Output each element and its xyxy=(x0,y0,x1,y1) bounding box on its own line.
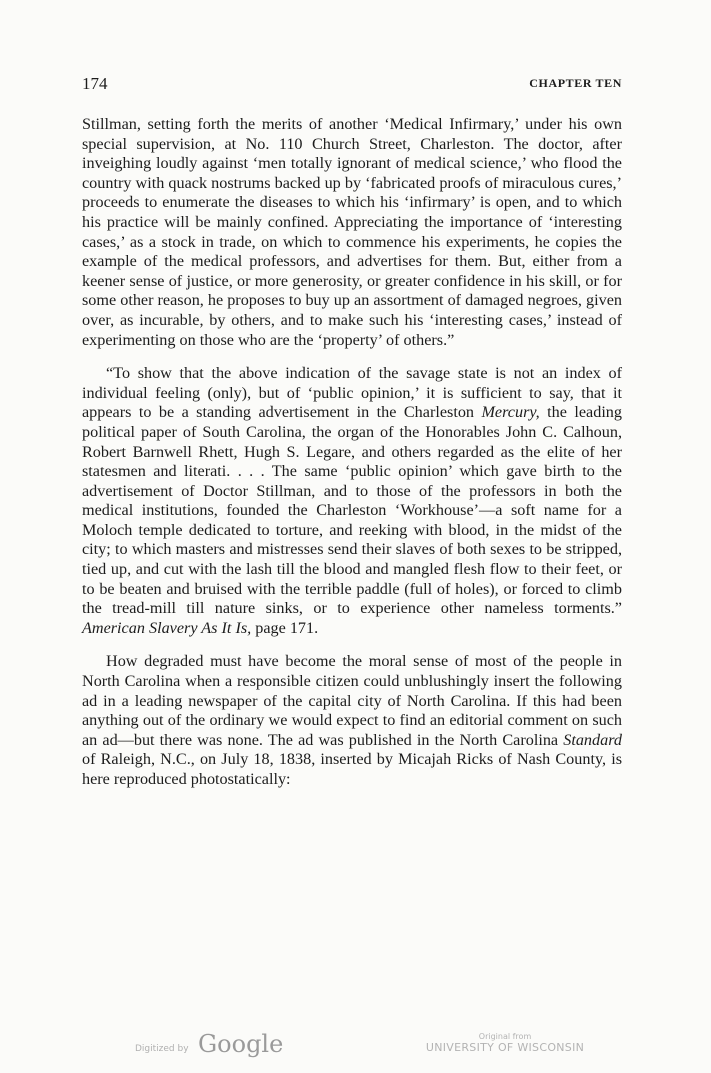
source-attribution xyxy=(420,1032,590,1054)
chapter-title: CHAPTER TEN xyxy=(529,76,622,90)
body-text xyxy=(82,115,622,804)
page-footer xyxy=(0,1030,711,1070)
paragraph xyxy=(82,364,622,638)
google-logo: Google xyxy=(198,1030,284,1058)
text-run: “To show that the above indication of the savage state is not an index of individual feeling (only), but of ‘public opinion,’ it is sufficient to say, that it appears to be a standing advertisement in the Charleston xyxy=(82,364,622,422)
text-run: of Raleigh, N.C., on July 18, 1838, inserted by Micajah Ricks of Nash County, is here reproduced photostatically: xyxy=(82,750,622,788)
paragraph xyxy=(82,115,622,350)
page-number: 174 xyxy=(82,74,108,93)
text-run: Stillman, setting forth the merits of another ‘Medical Infirmary,’ under his own special supervision, at No. 110 Church Street, Charleston. The doctor, after inveighing loudly against ‘men totally ignorant of medical science,’ who flood the country with quack nostrums backed up by ‘fabricated proofs of miraculous cures,’ proceeds to enumerate the diseases to which his ‘infirmary’ is open, and to which his practice will be mainly confined. Appreciating the importance of ‘interesting cases,’ as a stock in trade, on which to commence his experiments, he copies the example of the medical professors, and advertises for them. But, either from a keener sense of justice, or more generosity, or greater confidence in his skill, or for some other reason, he proposes to buy up an assortment of damaged negroes, given over, as incurable, by others, and to make such his ‘interesting cases,’ instead of experimenting on those who are the ‘property’ of others.” xyxy=(82,115,622,349)
text-run: the leading political paper of South Carolina, the organ of the Honorables John C. Calhoun, Robert Barnwell Rhett, Hugh S. Legare, and others regarded as the elite of her statesmen and literati. . . . The same ‘public opinion’ which gave birth to the advertisement of Doctor Stillman, and to those of the professors in both the medical institutions, founded the Charleston ‘Workhouse’—a soft name for a Moloch temple dedicated to torture, and reeking with blood, in the midst of the city; to which masters and mistresses send their slaves of both sexes to be stripped, tied up, and cut with the lash till the blood and mangled flesh flow to their feet, or to be beaten and bruised with the terrible paddle (full of holes), or forced to climb the tread-mill till nature sinks, or to experience other nameless torments.” xyxy=(82,403,622,618)
italic-text: Standard xyxy=(563,730,622,749)
page-header xyxy=(82,74,622,96)
university-label: UNIVERSITY OF WISCONSIN xyxy=(425,1041,585,1054)
digitized-by-label: Digitized by xyxy=(135,1044,189,1054)
italic-text: Mercury, xyxy=(481,403,540,422)
text-run: page 171. xyxy=(251,618,319,637)
italic-text: American Slavery As It Is, xyxy=(82,618,252,637)
paragraph xyxy=(82,652,622,789)
original-from-label: Original from xyxy=(478,1032,532,1041)
text-run: How degraded must have become the moral sense of most of the people in North Carolina when a responsible citizen could unblushingly insert the following ad in a leading newspaper of the capital city of North Carolina. If this had been anything out of the ordinary we would expect to find an editorial comment on such an ad—but there was none. The ad was published in the North Carolina xyxy=(82,652,622,749)
